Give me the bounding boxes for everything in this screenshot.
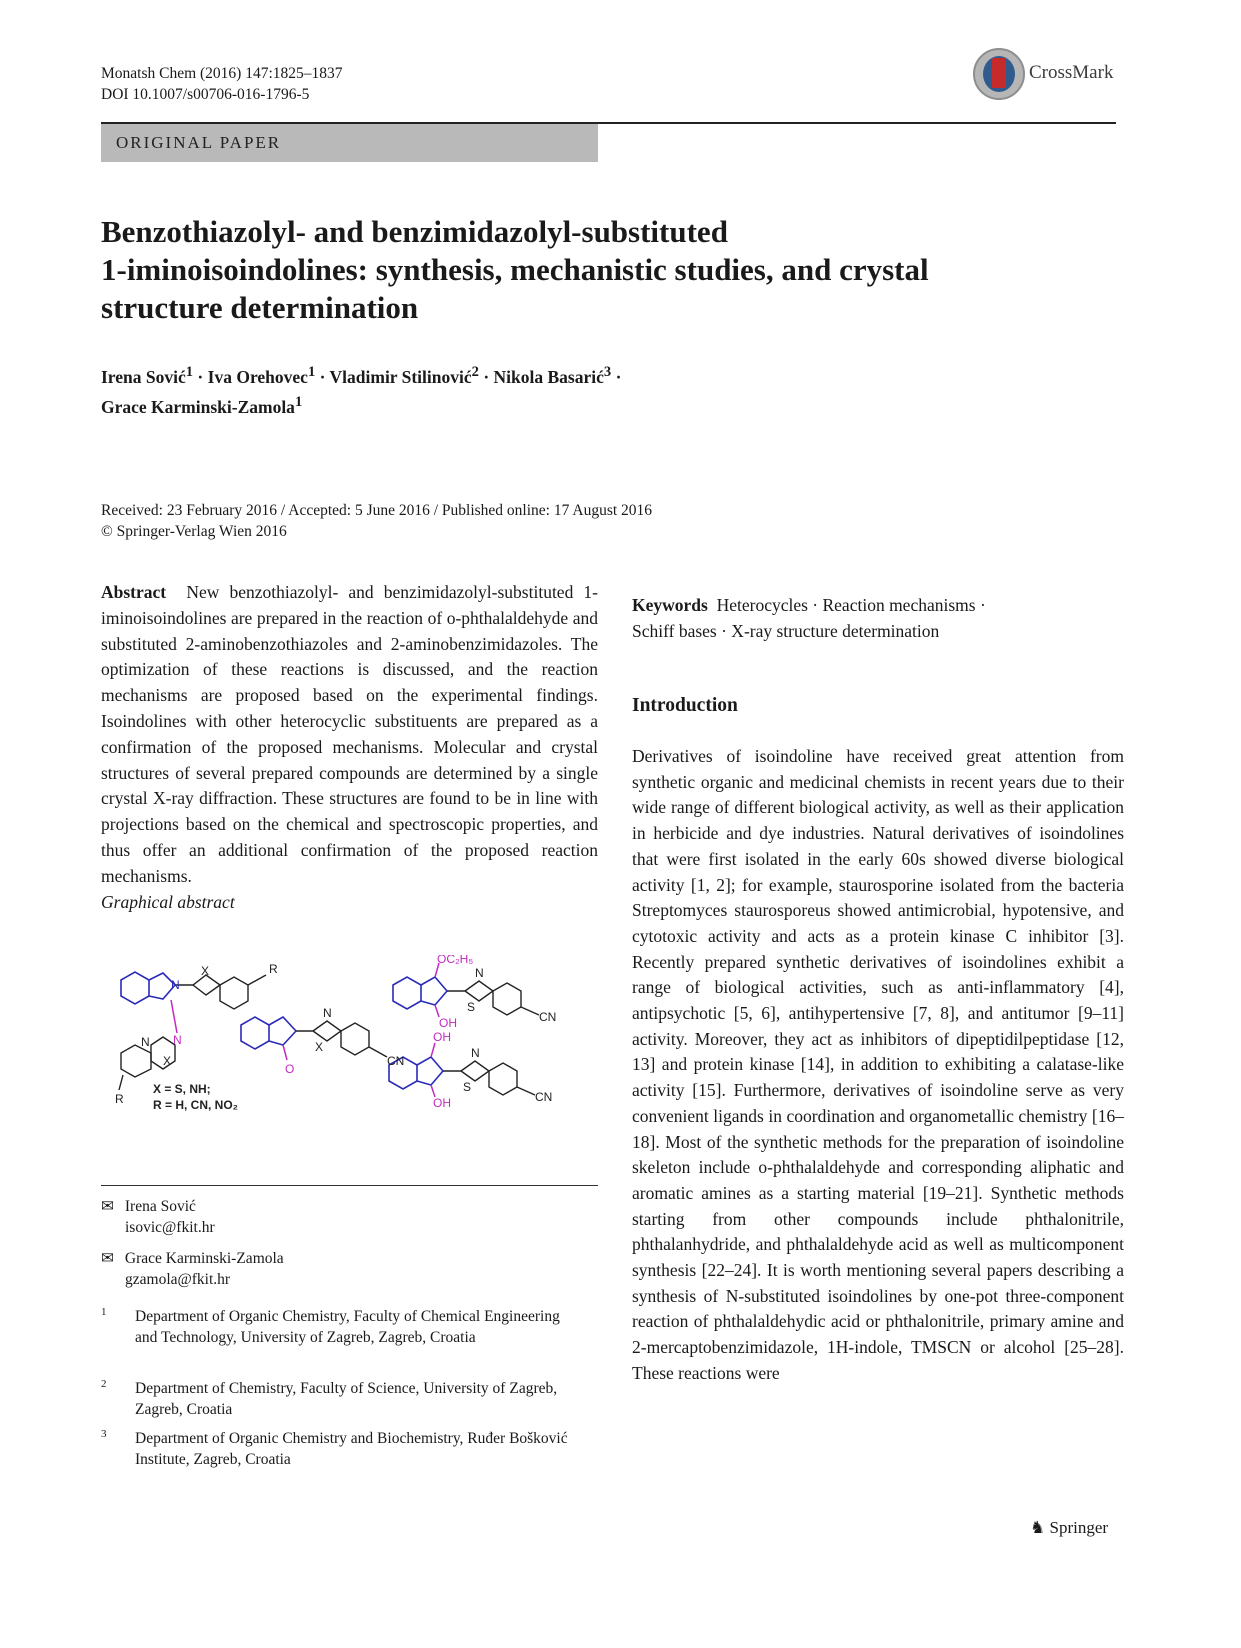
affiliation-number: 2 xyxy=(101,1378,107,1390)
author-name[interactable]: Vladimir Stilinović xyxy=(329,366,472,387)
cn-label: CN xyxy=(539,1010,557,1024)
author-name[interactable]: Irena Sović xyxy=(101,366,186,387)
envelope-icon: ✉ xyxy=(101,1198,114,1215)
abstract xyxy=(101,580,598,915)
keywords-label: Keywords xyxy=(632,595,708,615)
n-label: N xyxy=(323,1006,332,1020)
crossmark-icon xyxy=(973,48,1025,100)
cn-label: CN xyxy=(535,1090,553,1104)
envelope-icon: ✉ xyxy=(101,1250,114,1267)
abstract-text: New benzothiazolyl- and benzimidazolyl-substituted 1-iminoisoindolines are prepared in the reaction of o-phthalaldehyde and substituted 2-aminobenzothiazoles and 2-aminobenzimidazoles. The optimization of these reactions is discussed, and the reaction mechanisms are proposed based on the experimental findings. Isoindolines with other heterocyclic substituents are prepared as a confirmation of the proposed mechanisms. Molecular and crystal structures of several prepared compounds are determined by a single crystal X-ray diffraction. These structures are found to be in line with projections based on the chemical and spectroscopic properties, and thus offer an additional confirmation of the proposed reaction mechanisms. xyxy=(101,582,599,886)
author-name[interactable]: Nikola Basarić xyxy=(493,366,604,387)
n-label: N xyxy=(471,1046,480,1060)
introduction-paragraph: Derivatives of isoindoline have received great attention from synthetic organic and medicinal chemists in recent years due to their wide range of different biological activity, as well as their application in herbicide and dye industries. Natural derivatives of isoindolines that were first isolated in the early 60s showed diverse biological activity [1, 2]; for example, staurosporine isolated from the bacteria Streptomyces staurosporeus showed antimicrobial, hypotensive, and cytotoxic activity and acts as a protein kinase C inhibitor [3]. Recently prepared synthetic derivatives of isoindolines exhibit a range of biological activities, such as anti-inflammatory [4], antipsychotic [5, 6], antihypertensive [7, 8], and antitumor [9–11] activity. Moreover, they act as inhibitors of dipeptidilpeptidase [12, 13] and protein kinase [14], in addition to exhibiting a calatase-like activity [15]. Furthermore, derivatives of isoindoline serve as very convenient ligands in coordination and organometallic chemistry [16–18]. Most of the synthetic methods for the preparation of isoindoline skeleton include o-phthalaldehyde and corresponding aliphatic and aromatic amines as a starting material [19–21]. Synthetic methods starting from other compounds include phthalonitrile, phthalanhydride, and phthalaldehyde acid as well as multicomponent synthesis [22–24]. It is worth mentioning several papers describing a synthesis of N-substituted isoindolines by one-pot three-component reaction of phthalaldehydic acid or phthalonitrile, primary amine and 2-mercaptobenzimidazole, 1H-indole, TMSCN or alcohol [25–28]. These reactions were xyxy=(632,746,1124,1383)
springer-horse-icon: ♞ xyxy=(1030,1518,1046,1537)
author-affiliation-mark: 2 xyxy=(471,364,479,380)
journal-citation xyxy=(101,63,343,105)
author-name[interactable]: Grace Karminski-Zamola xyxy=(101,396,295,417)
section-heading-introduction: Introduction xyxy=(632,695,738,716)
title-line: 1-iminoisoindolines: synthesis, mechanistic studies, and crystal xyxy=(101,252,929,287)
s-label: S xyxy=(467,1000,476,1014)
author-affiliation-mark: 1 xyxy=(185,364,194,380)
publication-dates xyxy=(101,500,901,542)
affiliation-text: Department of Organic Chemistry, Faculty of Chemical Engineering and Technology, University of Zagreb, Zagreb, Croatia xyxy=(135,1308,560,1346)
title-line: Benzothiazolyl- and benzimidazolyl-substituted xyxy=(101,214,728,249)
s-label: S xyxy=(463,1080,472,1094)
corresponding-author xyxy=(101,1196,215,1238)
x-label: X xyxy=(201,964,210,978)
n-label: N xyxy=(171,978,180,992)
contact-name: Grace Karminski-Zamola xyxy=(124,1250,284,1267)
keywords-line: Schiff bases · X-ray structure determination xyxy=(632,621,940,641)
abstract-label: Abstract xyxy=(101,582,167,602)
history-line: Received: 23 February 2016 / Accepted: 5 June 2016 / Published online: 17 August 2016 xyxy=(101,502,653,519)
author-list: Irena Sović$^1$ · Iva Orehovec$^1$ · Vladimir Stilinović$^2$ · Nikola Basarić$^3$ · Grace Karminski-Zamola$^1$ xyxy=(101,364,622,417)
paper-title xyxy=(101,213,1101,327)
journal-line: Monatsh Chem (2016) 147:1825–1837 xyxy=(101,65,343,82)
o-label: O xyxy=(285,1062,295,1076)
publisher-name: Springer xyxy=(1049,1518,1109,1537)
affiliation-number: 3 xyxy=(101,1428,107,1440)
contact-email[interactable]: gzamola@fkit.hr xyxy=(125,1271,231,1288)
oh-label: OH xyxy=(433,1096,451,1110)
author-affiliation-mark: 1 xyxy=(294,393,303,410)
keywords-line: Heterocycles · Reaction mechanisms · xyxy=(716,595,986,615)
author-affiliation-mark: 3 xyxy=(603,364,612,380)
contact-name: Irena Sović xyxy=(124,1198,196,1215)
r-label: R xyxy=(115,1092,124,1106)
section-label: ORIGINAL PAPER xyxy=(101,124,598,162)
crossmark-label: CrossMark xyxy=(1029,62,1114,83)
corresponding-author xyxy=(101,1248,284,1290)
crossmark-badge[interactable] xyxy=(973,48,1114,104)
benzene-ring xyxy=(121,972,149,1004)
graphical-abstract-label: Graphical abstract xyxy=(101,891,235,912)
contact-email[interactable]: isovic@fkit.hr xyxy=(125,1219,215,1236)
x-label: X xyxy=(315,1040,324,1054)
doi-line[interactable]: DOI 10.1007/s00706-016-1796-5 xyxy=(101,86,310,103)
oh-label: OH xyxy=(433,1030,451,1044)
copyright-line: © Springer-Verlag Wien 2016 xyxy=(101,523,287,540)
author-separator: · xyxy=(478,366,494,387)
legend-x: X = S, NH; xyxy=(153,1082,211,1096)
author-affiliation-mark: 1 xyxy=(307,364,316,380)
n-label: N xyxy=(475,966,484,980)
title-line: structure determination xyxy=(101,290,419,325)
r-label: R xyxy=(269,962,278,976)
keywords xyxy=(632,592,1124,644)
introduction-text xyxy=(632,744,1124,1387)
legend-r: R = H, CN, NO₂ xyxy=(153,1098,239,1112)
author-separator: · xyxy=(315,366,330,387)
ethoxy-label: OC₂H₅ xyxy=(437,955,474,966)
oh-label: OH xyxy=(439,1016,457,1030)
affiliation-text: Department of Organic Chemistry and Biochemistry, Ruđer Bošković Institute, Zagreb, Croatia xyxy=(135,1430,568,1468)
imine-n-label: N xyxy=(173,1033,182,1047)
cn-label: CN xyxy=(387,1054,405,1068)
author-separator: · xyxy=(193,366,208,387)
n-label: N xyxy=(141,1035,150,1049)
footnote-rule xyxy=(101,1185,598,1186)
x-label: X xyxy=(163,1054,172,1068)
affiliation-number: 1 xyxy=(101,1306,107,1318)
publisher-logo xyxy=(1030,1518,1108,1538)
graphical-abstract-figure xyxy=(101,955,598,1155)
author-name[interactable]: Iva Orehovec xyxy=(207,366,308,387)
affiliation-text: Department of Chemistry, Faculty of Science, University of Zagreb, Zagreb, Croatia xyxy=(135,1380,558,1418)
